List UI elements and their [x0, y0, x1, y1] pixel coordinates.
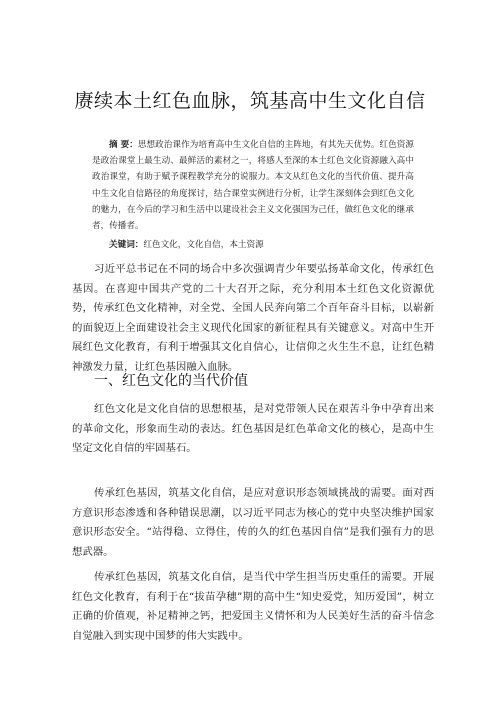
abstract: [92, 137, 414, 234]
intro-paragraph: 习近平总书记在不同的场合中多次强调青少年要弘扬革命文化，传承红色基因。在喜迎中国共产党的二十大召开之际，充分利用本土红色文化资源优势，传承红色文化精神，对全党、全国人民奔向第二个百年奋斗目标，以崭新的面貌迈上全面建设社会主义现代化国家的新征程具有关键意义。对高中生开展红色文化教育，有利于增强其文化自信心，让信仰之火生生不息，让红色精神激发力量，让红色基因融入血脉。: [72, 263, 434, 373]
keywords-label: 关键词：: [109, 240, 144, 250]
section1-paragraph-3: 传承红色基因，筑基文化自信，是当代中学生担当历史重任的需要。开展红色文化教育，有利于在“拔苗孕穗”期的高中生“知史爱党，知历爱国”，树立正确的价值观，补足精神之钙，把爱国主义情怀和为人民美好生活的奋斗信念自觉融入到实现中国梦的伟大实践中。: [72, 571, 434, 642]
paper-title: 赓续本土红色血脉，筑基高中生文化自信: [74, 90, 426, 112]
abstract-text: 思想政治课作为培育高中生文化自信的主阵地，有其先天优势。红色资源是政治课堂上最生动、最鲜活的素材之一，将感人至深的本土红色文化资源融入高中政治课堂，有助于赋予课程教学充分的说服力。本文从红色文化的当代价值、提升高中生文化自信路径的角度探讨，结合课堂实例进行分析，让学生深刻体会到红色文化的魅力，在今后的学习和生活中以建设社会主义文化强国为己任，做红色文化的继承者，传播者。: [92, 140, 414, 232]
abstract-label: 摘 要：: [109, 140, 138, 150]
section1-paragraph-1: 红色文化是文化自信的思想根基，是对党带领人民在艰苦斗争中孕育出来的革命文化，形象而生动的表达。红色基因是红色革命文化的核心，是高中生坚定文化自信的牢固基石。: [72, 403, 434, 455]
keywords: [109, 238, 429, 252]
section-heading-1: 一、红色文化的当代价值: [94, 373, 248, 389]
section1-paragraph-2: 传承红色基因，筑基文化自信，是应对意识形态领域挑战的需要。面对西方意识形态渗透和各种错误思潮，以习近平同志为核心的党中央坚决维护国家意识形态安全。“站得稳、立得住，传的久的红色基因自信”是我们强有力的思想武器。: [72, 487, 434, 558]
keywords-text: 红色文化，文化自信，本土资源: [143, 240, 264, 250]
